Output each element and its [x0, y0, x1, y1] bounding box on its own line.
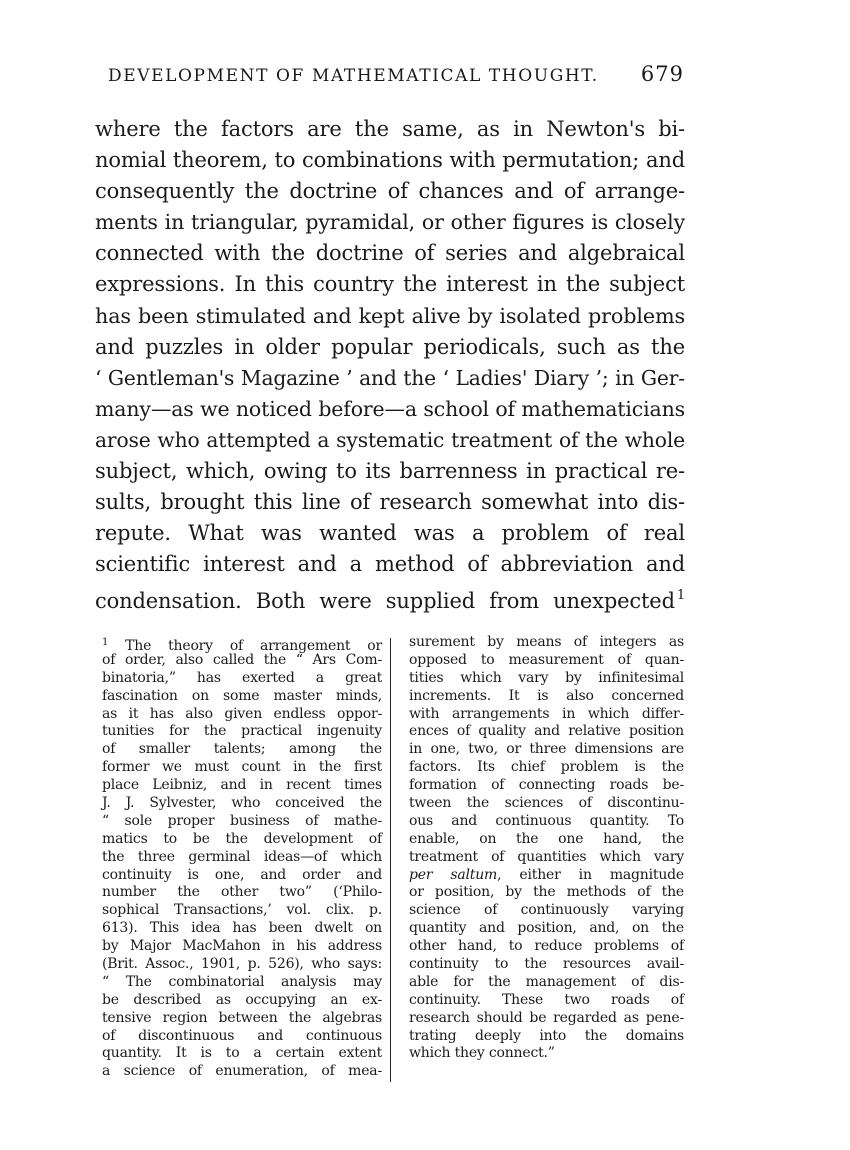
footnote-line: (Brit. Assoc., 1901, p. 526), who says: [102, 956, 382, 973]
footnote-line: be described as occupying an ex- [102, 991, 382, 1008]
footnote-left-column [102, 634, 382, 1084]
footnote-line: factors. Its chief problem is the [409, 759, 684, 776]
body-line: has been stimulated and kept alive by isolated problems [95, 303, 685, 328]
footnote-line: tensive region between the algebras [102, 1009, 382, 1026]
footnote-line: of order, also called the “ Ars Com- [102, 651, 382, 668]
footnote-line: former we must count in the first [102, 759, 382, 776]
footnote-line: tween the sciences of discontinu- [409, 795, 684, 812]
body-line: repute. What was wanted was a problem of real [95, 521, 685, 546]
footnote-line: opposed to measurement of quan- [409, 651, 684, 668]
footnote-marker: 1 [102, 637, 109, 648]
footnote-line: fascination on some master minds, [102, 687, 382, 704]
footnote-line: continuity. These two roads of [409, 991, 684, 1008]
footnote-line: place Leibniz, and in recent times [102, 777, 382, 794]
footnote-line: continuity to the resources avail- [409, 956, 684, 973]
footnote-line: “ sole proper business of mathe- [102, 812, 382, 829]
footnote-line: enable, on the one hand, the [409, 830, 684, 847]
footnote-line: ences of quality and relative position [409, 723, 684, 740]
footnote-line: trating deeply into the domains [409, 1027, 684, 1044]
footnote-line: 613). This idea has been dwelt on [102, 920, 382, 937]
footnote-line: tunities for the practical ingenuity [102, 723, 382, 740]
running-title: DEVELOPMENT OF MATHEMATICAL THOUGHT. [108, 66, 599, 86]
footnote-reference[interactable]: 1 [676, 588, 685, 604]
column-divider [390, 638, 391, 1082]
footnote-line: surement by means of integers as [409, 634, 684, 650]
body-line: connected with the doctrine of series and algebraical [95, 241, 685, 266]
footnote-line: quantity. It is to a certain extent [102, 1045, 382, 1062]
footnote-line: treatment of quantities which vary [409, 848, 684, 865]
body-line: consequently the doctrine of chances and of arrange- [95, 179, 685, 204]
body-line: nomial theorem, to combinations with permutation; and [95, 148, 685, 173]
footnote-line: other hand, to reduce problems of [409, 938, 684, 955]
footnote-line: ous and continuous quantity. To [409, 812, 684, 829]
footnote-line: matics to be the development of [102, 830, 382, 847]
body-line: and puzzles in older popular periodicals, such as the [95, 334, 685, 359]
body-text [95, 114, 685, 612]
running-header [108, 62, 684, 90]
footnote-line: of discontinuous and continuous [102, 1027, 382, 1044]
body-line: scientific interest and a method of abbreviation and [95, 552, 685, 577]
footnote-line: number the other two” (‘Philo- [102, 884, 382, 901]
footnote-line: sophical Transactions,’ vol. clix. p. [102, 902, 382, 919]
footnote-line: the three germinal ideas—of which [102, 848, 382, 865]
footnote-line: quantity and position, and, on the [409, 920, 684, 937]
body-line: many—as we noticed before—a school of mathematicians [95, 396, 685, 421]
body-line: where the factors are the same, as in Newton's bi- [95, 117, 685, 141]
body-line: ‘ Gentleman's Magazine ’ and the ‘ Ladies' Diary ’; in Ger- [95, 365, 685, 390]
body-line: arose who attempted a systematic treatment of the whole [95, 427, 685, 452]
footnote-line-text: The theory of arrangement or [108, 638, 382, 654]
footnote-line: binatoria,” has exerted a great [102, 669, 382, 686]
footnote-line: J. J. Sylvester, who conceived the [102, 795, 382, 812]
footnote-line: of smaller talents; among the [102, 741, 382, 758]
body-line-text: condensation. Both were supplied from unexpected [95, 589, 675, 614]
footnote-right-column [409, 634, 684, 1084]
footnote-line: in one, two, or three dimensions are [409, 741, 684, 758]
body-line: sults, brought this line of research somewhat into dis- [95, 490, 685, 515]
footnote-line: with arrangements in which differ- [409, 705, 684, 722]
italic-phrase: per saltum [409, 866, 498, 883]
footnote-line: tities which vary by infinitesimal [409, 669, 684, 686]
page-number: 679 [640, 62, 684, 86]
body-line: expressions. In this country the interest in the subject [95, 272, 685, 297]
footnote-line: research should be regarded as pene- [409, 1009, 684, 1026]
footnote-line: by Major MacMahon in his address [102, 938, 382, 955]
footnote-line: science of continuously varying [409, 902, 684, 919]
footnote-line: continuity is one, and order and [102, 866, 382, 883]
footnotes [102, 634, 684, 1084]
footnote-line: “ The combinatorial analysis may [102, 973, 382, 990]
footnote-line: as it has also given endless oppor- [102, 705, 382, 722]
body-line: ments in triangular, pyramidal, or other figures is closely [95, 210, 685, 235]
footnote-line: per saltum, either in magnitude [409, 866, 684, 883]
footnote-line-last: which they connect.” [409, 1045, 555, 1062]
footnote-line: increments. It is also concerned [409, 687, 684, 704]
body-line: subject, which, owing to its barrenness in practical re- [95, 459, 685, 484]
footnote-line: able for the management of dis- [409, 973, 684, 990]
body-line-last [95, 580, 685, 614]
footnote-line: or position, by the methods of the [409, 884, 684, 901]
footnote-line-first [102, 634, 382, 652]
footnote-line: a science of enumeration, of mea- [102, 1063, 382, 1080]
footnote-line: formation of connecting roads be- [409, 777, 684, 794]
